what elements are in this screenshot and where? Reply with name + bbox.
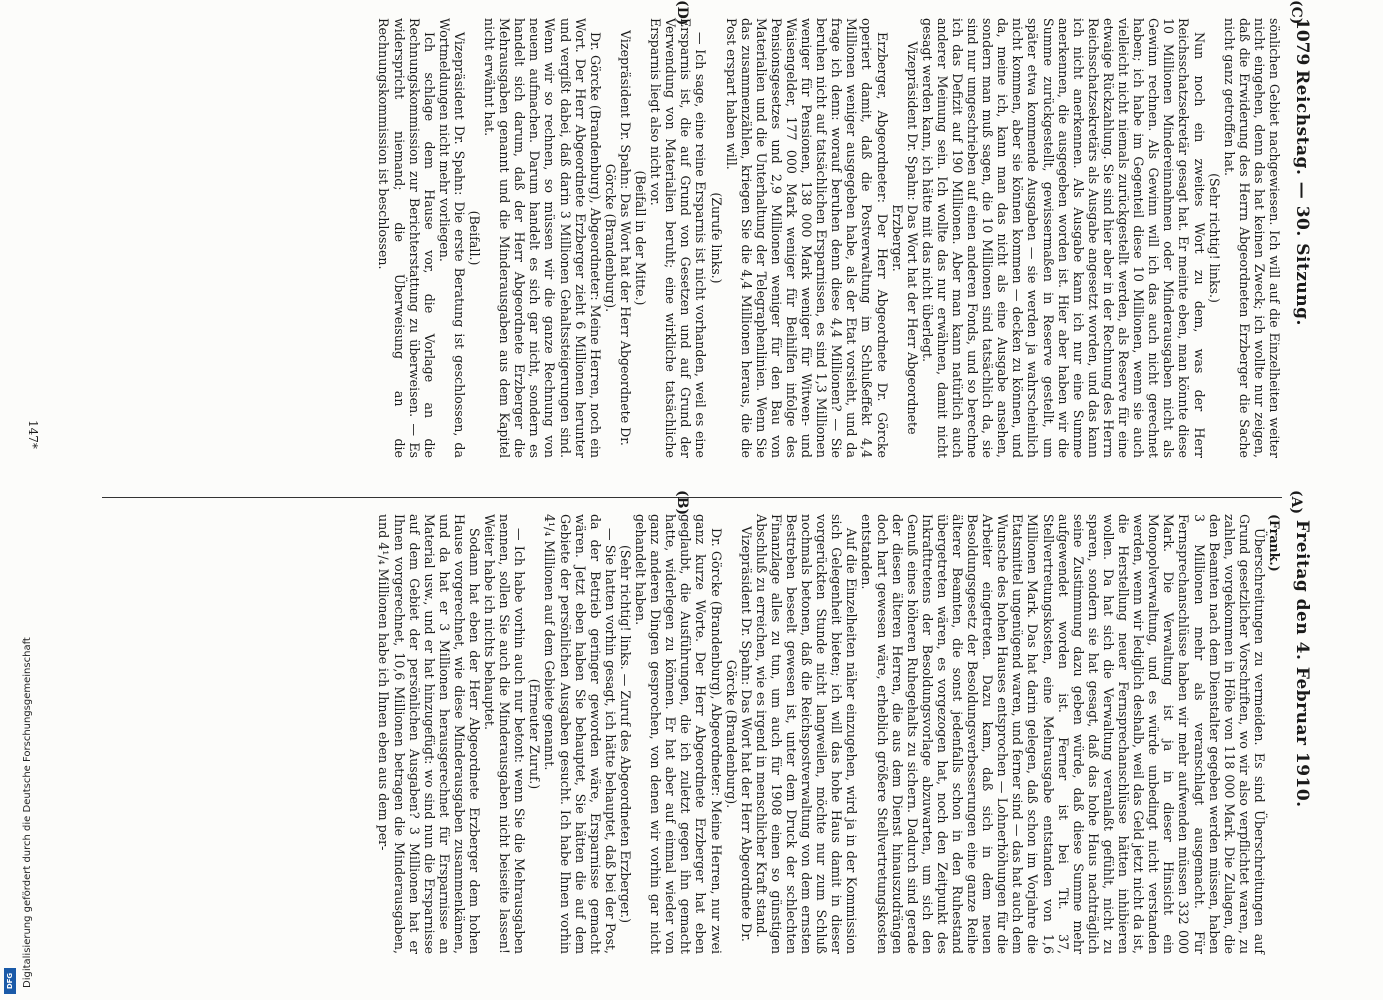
page-number: 1079 — [1292, 18, 1312, 66]
logo-text: DFG — [6, 972, 14, 990]
margin-mark-a: (A) — [1288, 490, 1304, 515]
speech-paragraph: Dr. Görcke (Brandenburg), Abgeordneter: Meine Herren, noch ein Wort. Der Herr Abgeordnete Erzberger zieht 6 Millionen herunter und vergißt dabei, daß darin 3 Millionen Gehaltssteigerungen sind. Wenn wir so rechnen, so müssen wir die ganze Rechnung von neuem aufmachen. Darum handelt es sich gar nicht, sondern es handelt sich darum, daß der Herr Abgeordnete Erzberger die Mehrausgaben genannt und die Minderausgaben aus dem Kapitel nicht erwähnt hat. — [482, 18, 603, 458]
vice-president-remark: Vizepräsident Dr. Spahn: Das Wort hat der Herr Abgeordnete Dr. Görcke (Brandenburg). — [723, 526, 754, 942]
speech-paragraph: — Sie hatten vorhin gesagt, ich hätte behauptet, daß bei der Post, da der Betrieb geringer geworden wäre, Ersparnisse gemacht wären. Jetzt eben haben Sie behauptet, Sie hätten die auf dem Gebiete der persönlichen Ausgaben gesucht. Ich habe Ihnen vorhin 4¹/₄ Millionen auf dem Gebiete genannt. — [542, 514, 618, 954]
interjection: (Beifall.) — [467, 210, 483, 266]
speech-paragraph: Erzberger, Abgeordneter: Der Herr Abgeordnete Dr. Görcke operiert damit, daß die Postverwaltung im Schlußeffekt 4,4 Millionen weniger ausgegeben habe, als der Etat vorsieht, und da frage ich denn: worauf beruhen denn diese 4,4 Millionen? — Sie beruhen nicht auf tatsächlichen Ersparnissen, es sind 1,3 Millionen weniger für Pensionen, 138 000 Mark weniger für Witwen- und Waisengelder, 177 000 Mark weniger für Beihilfen infolge des Pensionsgesetzes und 2,9 Millionen weniger für den Bau von Materialien und die Unterhaltung der Telegraphenlinien. Wenn Sie das zusammenzählen, kriegen Sie die 4,4 Millionen heraus, die die Post erspart haben will. — [723, 18, 890, 458]
speech-paragraph: Dr. Görcke (Brandenburg), Abgeordneter: Meine Herren, nur zwei ganz kurze Worte. Der Herr Abgeordnete Erzberger hat eben geglaubt, die Ausführungen, die ich zuletzt gegen ihn gemacht hatte, widerlegen zu können. Er hat aber auf einmal wieder von ganz anderen Dingen gesprochen, von denen wir vorhin gar nicht gehandelt haben. — [633, 514, 724, 954]
right-column — [102, 18, 1282, 458]
printer-signature: 147* — [26, 420, 40, 449]
column-divider — [102, 497, 1282, 498]
speech-paragraph: — Ich habe vorhin auch nur betont: wenn Sie die Mehrausgaben nennen, sollen Sie auch die Minderausgaben nicht beiseite lassen! Weiter habe ich nichts behauptet. — [482, 514, 528, 954]
paragraph: Ich schlage dem Hause vor, die Vorlage an die Rechnungskommission zur Berichterstattung zu überweisen. — Es widerspricht niemand; die Überweisung an die Rechnungskommission ist beschlossen. — [376, 18, 437, 458]
speech-paragraph: Sodann hat eben der Herr Abgeordnete Erzberger dem hohen Hause vorgerechnet, wie diese Minderausgaben zusammenkämen, und da hat er 3 Millionen herausgerechnet für Ersparnisse an Material usw., und er hat hinzugefügt: wo sind nun die Ersparnisse auf dem Gebiet der persönlichen Ausgaben? 3 Millionen hat er Ihnen vorgerechnet, 10,6 Millionen betragen die Minderausgaben, und 4¹/₄ Millionen habe ich Ihnen eben aus dem per- — [376, 514, 483, 954]
interjection: (Zurufe links.) — [708, 192, 724, 284]
paragraph: Auf die Einzelheiten näher einzugehen, wird ja in der Kommission sich Gelegenheit bieten; ich will das hohe Haus damit in dieser vorgerückten Stunde nicht langweilen, möchte nur zum Schluß nochmals betonen, daß die Reichspostverwaltung von dem ernsten Bestreben beseelt gewesen ist, unter dem Druck der schlechten Finanzlage alles zu tun, um auch für 1908 einen so günstigen Abschluß zu erreichen, wie es irgend in menschlicher Kraft stand. — [753, 514, 860, 954]
publication-title: Reichstag. — 30. Sitzung. — [1292, 70, 1312, 326]
vice-president-remark: Vizepräsident Dr. Spahn: Das Wort hat der Herr Abgeordnete Erzberger. — [889, 41, 920, 435]
interjection: (Sehr richtig! links.) — [1206, 173, 1222, 303]
margin-mark-d: (D) — [674, 0, 690, 26]
left-column — [102, 514, 1282, 954]
vice-president-remark: Vizepräsident Dr. Spahn: Die erste Beratung ist geschlossen, da Wortmeldungen nicht mehr vorliegen. — [436, 18, 467, 458]
vice-president-remark: Vizepräsident Dr. Spahn: Das Wort hat der Herr Abgeordnete Dr. Görcke (Brandenburg). — [602, 30, 633, 446]
interjection: (Erneuter Zuruf.) — [527, 678, 543, 790]
paragraph: sönlichen Gebiet nachgewiesen. Ich will auf die Einzelheiten weiter nicht eingehen, denn das hat keinen Zweck; ich wollte nur zeigen, daß die Erwiderung des Herrn Abgeordneten Erzberger die Sache nicht ganz getroffen hat. — [1221, 18, 1282, 458]
paragraph: Überschreitungen zu vermeiden. Es sind Überschreitungen auf Grund gesetzlicher Vorschriften, wo wir also verpflichtet waren, zu zahlen, vorgekommen in Höhe von 118 000 Mark. Die Zulagen, die den Beamten nach dem Dienstalter gegeben werden müssen, haben 3 Millionen mehr als veranschlagt ausgemacht. Für Fernsprechanschlüsse haben wir mehr aufwenden müssen 332 000 Mark. Die Verwaltung ist ja in dieser Hinsicht ein Monopolverwaltung, und es würde unbedingt nicht verstanden werden, wenn wir lediglich deshalb, weil das Geld jetzt nicht da ist, die Herstellung neuer Fernsprechanschlüsse hätten inhibieren wollen. Da hat sich die Verwaltung veranlaßt gefühlt, nicht zu sparen, sondern sie hat gesagt, daß das hohe Haus nachträglich seine Zustimmung dazu geben würde, daß diese Summe mehr aufgewendet worden ist. Ferner ist bei Tit. 37, Stellvertretungskosten, eine Mehrausgabe entstanden von 1,6 Millionen Mark. Das hat darin gelegen, daß schon im Vorjahre die Etatsmittel ungenügend waren, und ferner sind — das hat auch dem Wunsche des hohen Hauses entsprochen — Lohnerhöhungen für die Arbeiter eingetreten. Dazu kam, daß sich in dem neuen Besoldungsgesetz der Besoldungsverbesserungen eine ganze Reihe älterer Beamten, die sonst jedenfalls schon in den Ruhestand übergetreten wären, es vorgezogen hat, noch den Zeitpunkt des Inkrafttretens der Besoldungsvorlage abzuwarten, um sich den Genuß eines höheren Ruhegehalts zu sichern. Dadurch sind gerade der diesen älteren Herren, die aus dem Dienst hinauszudrängen doch hart gewesen wäre, erheblich größere Stellvertretungskosten entstanden. — [859, 514, 1267, 954]
speech-paragraph: — Ich sage, eine reine Ersparnis ist nicht vorhanden, weil es eine Ersparnis ist, die auf Grund von Gesetzen und auf Grund der Verwendung von Materialien beruht; eine wirkliche tatsächliche Ersparnis liegt also nicht vor. — [648, 18, 709, 458]
paragraph: Nun noch ein zweites Wort zu dem, was der Herr Reichsschatzsekretär gesagt hat. Er meinte eben, man könnte diese 10 Millionen Mindereinnahmen oder Minderausgaben nicht als Gewinn rechnen. Als Gewinn will ich das auch nicht gerechnet haben; ich habe im Gegenteil diese 10 Millionen, wenn sie auch vielleicht nicht niemals zurückgestellt werden, als Reserve für eine etwaige Rückzahlung. Sie sind hier aber in der Rechnung des Herrn Reichsschatzsekretärs als Ausgabe angesetzt worden, und das kann ich nicht anerkennen. Als Ausgabe kann ich nur eine Summe anerkennen, die ausgegeben worden ist. Hier aber haben wir die Summe zurückgestellt, gewissermaßen in Reserve gestellt, um später etwa kommende Ausgaben — sie werden ja wahrscheinlich nicht kommen, aber sie können kommen — decken zu können, und da, meine ich, kann man das nicht als eine Ausgabe ansehen, sondern man muß sagen, die 10 Millionen sind tatsächlich da, sie sind nur umgeschrieben auf einen anderen Fonds, und so berechne ich das Defizit auf 190 Millionen. Aber man kann natürlich auch anderer Meinung sein. Ich wollte das nur erwähnen, damit nicht gesagt werden kann, ich hätte mit das nicht überlegt. — [919, 18, 1207, 458]
speaker-tag: (Frank.) — [1267, 514, 1282, 572]
session-date: Freitag den 4. Februar 1910. — [1292, 520, 1312, 808]
interjection: (Beifall in der Mitte.) — [633, 170, 649, 306]
margin-mark-c: (C) — [1288, 0, 1304, 25]
margin-mark-b: (B) — [674, 490, 690, 516]
dfg-logo — [4, 968, 16, 994]
interjection: (Sehr richtig! links. — Zuruf des Abgeordneten Erzberger.) — [617, 544, 633, 924]
credit-text: Digitalisierung gefördert durch die Deutsche Forschungsgemeinschaft — [22, 637, 33, 988]
